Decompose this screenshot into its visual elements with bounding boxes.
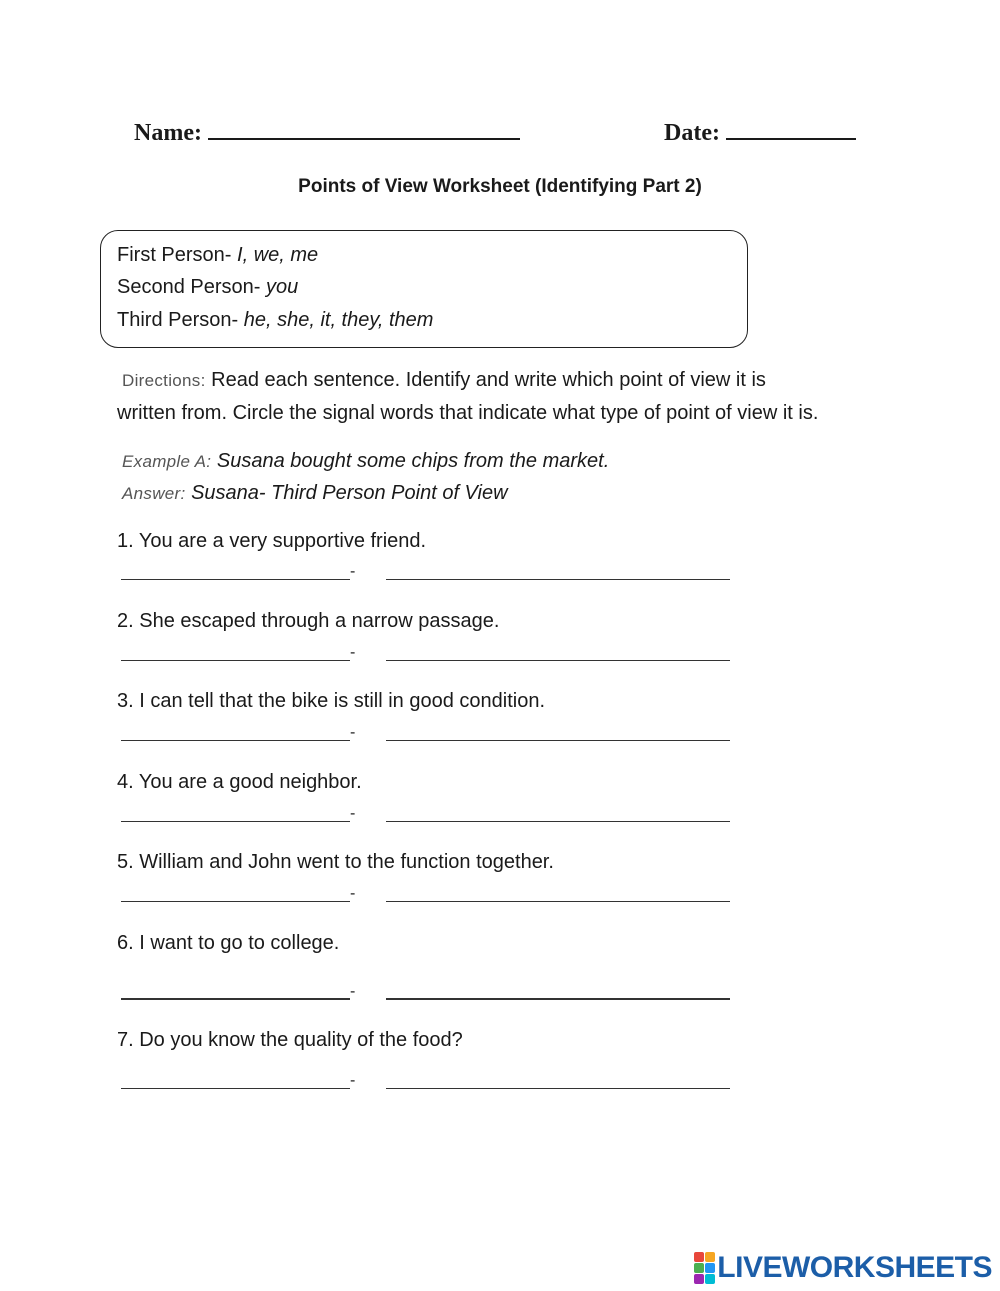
answer-label: Answer: [122,484,186,503]
key-third-person: Third Person- he, she, it, they, them [117,309,434,331]
point-of-view-input[interactable] [386,740,730,741]
liveworksheets-logo-icon [694,1252,715,1284]
signal-word-input[interactable] [121,579,350,580]
answer-dash: - [350,724,356,741]
directions-label: Directions: [122,371,206,390]
point-of-view-input[interactable] [386,579,730,580]
directions-line-1: Directions: Read each sentence. Identify and write which point of view it is [122,369,766,391]
question-3: 3. I can tell that the bike is still in good condition. [117,690,546,712]
directions-line-2: written from. Circle the signal words that indicate what type of point of view it is. [117,402,819,424]
date-row [664,116,856,147]
question-5: 5. William and John went to the function together. [117,851,554,873]
key-second-person: Second Person- you [117,276,299,298]
example-answer: Susana- Third Person Point of View [191,482,508,504]
answer-dash: - [350,885,356,902]
point-of-view-input[interactable] [386,998,730,1000]
liveworksheets-logo[interactable] [694,1251,992,1285]
point-of-view-input[interactable] [386,1088,730,1089]
name-field[interactable] [208,116,520,140]
answer-dash: - [350,563,356,580]
name-label: Name: [134,120,202,146]
example-sentence: Susana bought some chips from the market. [216,450,610,472]
date-field[interactable] [726,116,856,140]
question-7: 7. Do you know the quality of the food? [117,1029,463,1051]
signal-word-input[interactable] [121,821,350,822]
point-of-view-input[interactable] [386,901,730,902]
question-4: 4. You are a good neighbor. [117,771,362,793]
signal-word-input[interactable] [121,901,350,902]
answer-dash: - [350,644,356,661]
signal-word-input[interactable] [121,740,350,741]
worksheet-title: Points of View Worksheet (Identifying Part 2) [298,176,702,197]
question-1: 1. You are a very supportive friend. [117,530,427,552]
date-label: Date: [664,120,720,146]
signal-word-input[interactable] [121,1088,350,1089]
question-2: 2. She escaped through a narrow passage. [117,610,500,632]
signal-word-input[interactable] [121,660,350,661]
answer-dash: - [350,1072,356,1089]
signal-word-input[interactable] [121,998,350,1000]
question-6: 6. I want to go to college. [117,932,340,954]
liveworksheets-brand-text: LIVEWORKSHEETS [717,1251,992,1284]
name-row [134,116,520,147]
point-of-view-input[interactable] [386,660,730,661]
answer-dash: - [350,805,356,822]
key-first-person: First Person- I, we, me [117,244,319,266]
answer-row [122,482,508,505]
example-label: Example A: [122,452,212,471]
example-row [122,450,609,473]
answer-dash: - [350,983,356,1000]
point-of-view-input[interactable] [386,821,730,822]
